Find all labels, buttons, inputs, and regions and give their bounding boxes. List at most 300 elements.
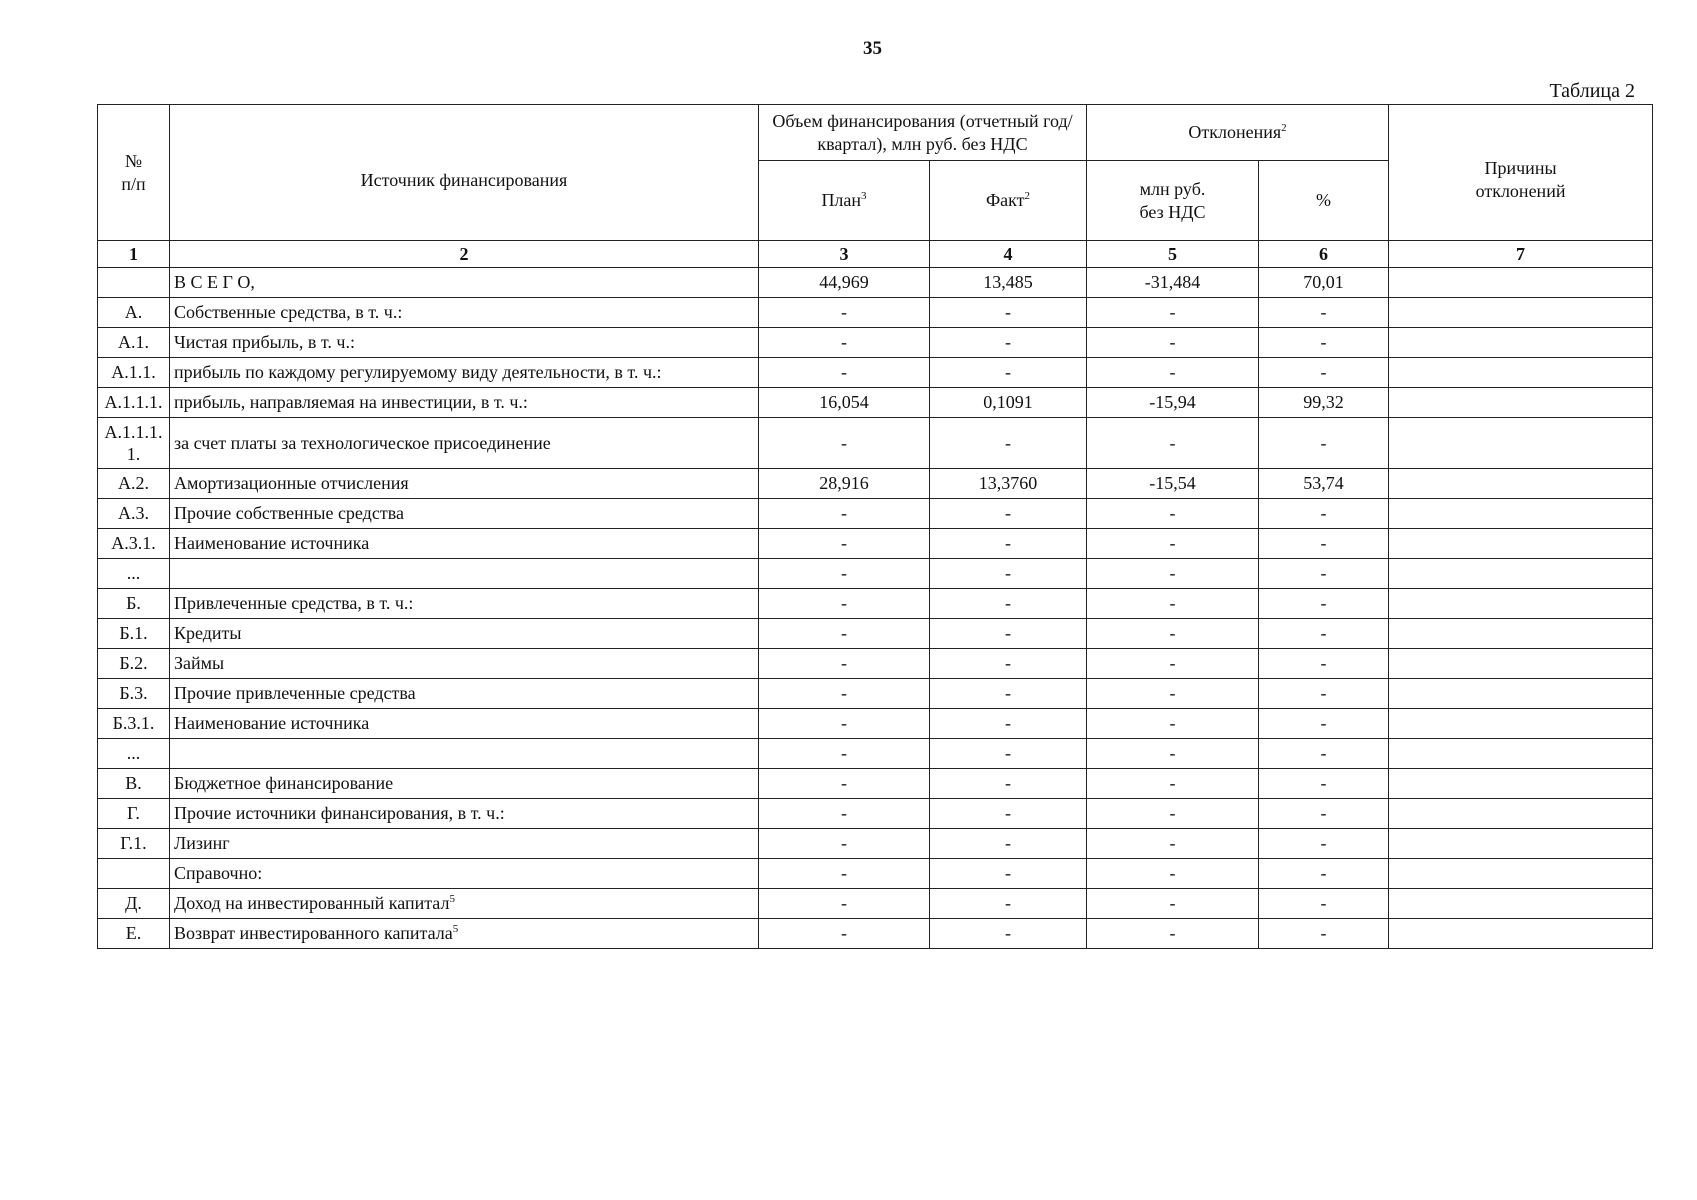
row-deviation-text: - — [1169, 863, 1176, 884]
table-row — [98, 769, 1653, 799]
row-percent-text: - — [1320, 833, 1327, 854]
row-fact — [930, 298, 1087, 328]
row-fact — [930, 388, 1087, 418]
row-source-text: В С Е Г О, — [174, 272, 255, 293]
row-source-footnote: 5 — [449, 893, 455, 906]
row-number — [98, 268, 170, 298]
header-number-sign: № — [124, 151, 143, 171]
row-number-text: ... — [126, 563, 141, 584]
row-number-text: ... — [126, 743, 141, 764]
row-fact — [930, 859, 1087, 889]
row-percent-text: 70,01 — [1303, 272, 1344, 293]
row-number — [98, 529, 170, 559]
row-number-text: Б.1. — [119, 623, 148, 644]
table-row — [98, 589, 1653, 619]
row-plan — [759, 919, 930, 949]
row-reason — [1389, 469, 1653, 499]
row-fact-text: - — [1005, 332, 1011, 353]
row-percent — [1259, 649, 1389, 679]
row-number-text: Б.2. — [119, 653, 148, 674]
row-plan — [759, 829, 930, 859]
table-row — [98, 469, 1653, 499]
table-row — [98, 799, 1653, 829]
row-fact — [930, 589, 1087, 619]
column-number: 6 — [1259, 241, 1389, 268]
row-number — [98, 739, 170, 769]
row-fact — [930, 499, 1087, 529]
row-fact-text: - — [1005, 773, 1011, 794]
row-percent-text: - — [1320, 863, 1327, 884]
row-source — [170, 649, 759, 679]
row-plan-text: - — [841, 893, 847, 914]
row-fact-text: - — [1005, 713, 1011, 734]
row-fact — [930, 769, 1087, 799]
row-source — [170, 388, 759, 418]
row-deviation-text: - — [1169, 833, 1176, 854]
table-row — [98, 268, 1653, 298]
row-source — [170, 889, 759, 919]
row-number-text: В. — [125, 773, 142, 794]
row-plan-text: - — [841, 533, 847, 554]
row-percent-text: - — [1320, 563, 1327, 584]
header-plan-label: План — [821, 190, 862, 211]
row-reason — [1389, 889, 1653, 919]
row-number-text: А.3. — [118, 503, 149, 524]
row-deviation — [1087, 469, 1259, 499]
table-row — [98, 679, 1653, 709]
header-number — [98, 105, 170, 241]
header-plan-footnote: 3 — [861, 190, 867, 203]
row-source-text: Возврат инвестированного капитала — [174, 923, 453, 944]
table-row — [98, 358, 1653, 388]
header-source: Источник финансирования — [170, 105, 759, 241]
row-plan — [759, 649, 930, 679]
row-percent-text: - — [1320, 683, 1327, 704]
row-number — [98, 358, 170, 388]
row-number-text: Г.1. — [120, 833, 147, 854]
row-percent-text: - — [1320, 773, 1327, 794]
row-deviation — [1087, 388, 1259, 418]
row-plan-text: - — [841, 332, 847, 353]
row-source-text: Чистая прибыль, в т. ч.: — [174, 332, 355, 353]
row-percent — [1259, 679, 1389, 709]
header-fact-footnote: 2 — [1024, 190, 1031, 203]
row-source — [170, 709, 759, 739]
row-source — [170, 619, 759, 649]
row-deviation-text: - — [1169, 803, 1176, 824]
row-percent — [1259, 298, 1389, 328]
row-reason — [1389, 829, 1653, 859]
row-deviation-text: - — [1169, 593, 1176, 614]
row-source-text: Справочно: — [174, 863, 263, 884]
row-source — [170, 829, 759, 859]
row-percent — [1259, 358, 1389, 388]
header-deviation — [1087, 105, 1389, 161]
row-number-text: А.1. — [118, 332, 149, 353]
row-percent-text: - — [1320, 302, 1327, 323]
row-plan — [759, 619, 930, 649]
row-percent — [1259, 559, 1389, 589]
row-deviation — [1087, 769, 1259, 799]
row-deviation-text: - — [1169, 683, 1176, 704]
row-percent-text: 53,74 — [1303, 473, 1344, 494]
row-number — [98, 298, 170, 328]
row-fact-text: - — [1005, 803, 1011, 824]
table-row — [98, 559, 1653, 589]
table-row — [98, 739, 1653, 769]
row-fact-text: - — [1005, 563, 1011, 584]
row-fact-text: - — [1005, 863, 1011, 884]
row-number — [98, 559, 170, 589]
row-source — [170, 919, 759, 949]
row-number — [98, 619, 170, 649]
row-number-text: Б.3. — [119, 683, 148, 704]
row-source-text: Прочие собственные средства — [174, 503, 404, 524]
row-source — [170, 298, 759, 328]
table-row — [98, 859, 1653, 889]
row-number-text: А.3.1. — [111, 533, 156, 554]
row-plan — [759, 739, 930, 769]
table-row — [98, 328, 1653, 358]
row-fact — [930, 418, 1087, 469]
table-row — [98, 709, 1653, 739]
row-plan-text: - — [841, 863, 847, 884]
row-percent — [1259, 328, 1389, 358]
row-reason — [1389, 388, 1653, 418]
financing-table — [97, 104, 1653, 949]
row-percent-text: - — [1320, 743, 1327, 764]
row-deviation-text: - — [1169, 713, 1176, 734]
row-source — [170, 769, 759, 799]
row-number-text: А.1.1. — [111, 362, 156, 383]
row-deviation-text: - — [1169, 743, 1176, 764]
row-plan-text: - — [841, 683, 847, 704]
row-percent-text: - — [1320, 923, 1327, 944]
row-fact-text: 0,1091 — [983, 392, 1033, 413]
row-percent-text: - — [1320, 893, 1327, 914]
row-source — [170, 589, 759, 619]
row-source — [170, 499, 759, 529]
row-percent — [1259, 529, 1389, 559]
row-number — [98, 649, 170, 679]
row-reason — [1389, 859, 1653, 889]
header-volume: Объем финансирования (отчетный год/квартал), млн руб. без НДС — [759, 105, 1087, 161]
row-plan — [759, 328, 930, 358]
row-source — [170, 799, 759, 829]
row-fact-text: - — [1005, 743, 1011, 764]
row-deviation — [1087, 889, 1259, 919]
row-plan-text: - — [841, 432, 847, 453]
row-plan-text: - — [841, 923, 847, 944]
row-deviation-text: - — [1169, 653, 1176, 674]
row-percent-text: - — [1320, 503, 1327, 524]
row-fact — [930, 619, 1087, 649]
row-fact — [930, 328, 1087, 358]
row-number — [98, 709, 170, 739]
row-deviation-text: - — [1169, 533, 1176, 554]
row-percent — [1259, 589, 1389, 619]
row-deviation-text: - — [1169, 362, 1176, 383]
row-plan-text: - — [841, 563, 847, 584]
row-deviation — [1087, 418, 1259, 469]
row-deviation — [1087, 298, 1259, 328]
column-number: 3 — [759, 241, 930, 268]
row-reason — [1389, 328, 1653, 358]
row-deviation-text: -15,54 — [1149, 473, 1196, 494]
row-percent — [1259, 619, 1389, 649]
row-source-text: прибыль, направляемая на инвестиции, в т. ч.: — [174, 392, 528, 413]
header-deviation-footnote: 2 — [1281, 122, 1287, 135]
row-deviation — [1087, 649, 1259, 679]
row-number-text: Б. — [126, 593, 141, 614]
row-reason — [1389, 418, 1653, 469]
row-deviation — [1087, 829, 1259, 859]
row-fact — [930, 829, 1087, 859]
row-source-text: Собственные средства, в т. ч.: — [174, 302, 403, 323]
row-plan — [759, 529, 930, 559]
row-number — [98, 469, 170, 499]
row-deviation — [1087, 559, 1259, 589]
row-number — [98, 328, 170, 358]
table-row — [98, 649, 1653, 679]
row-percent — [1259, 268, 1389, 298]
column-number: 5 — [1087, 241, 1259, 268]
row-percent — [1259, 499, 1389, 529]
row-source — [170, 739, 759, 769]
row-source-text: Амортизационные отчисления — [174, 473, 409, 494]
row-percent — [1259, 709, 1389, 739]
header-mln — [1087, 161, 1259, 241]
row-fact — [930, 469, 1087, 499]
row-plan-text: - — [841, 803, 847, 824]
column-numbers-row — [98, 241, 1653, 268]
row-reason — [1389, 298, 1653, 328]
row-number — [98, 499, 170, 529]
row-plan — [759, 499, 930, 529]
row-percent — [1259, 469, 1389, 499]
row-fact — [930, 529, 1087, 559]
row-percent-text: - — [1320, 432, 1327, 453]
row-percent-text: - — [1320, 653, 1327, 674]
header-reasons — [1389, 105, 1653, 241]
row-fact-text: - — [1005, 362, 1011, 383]
row-number — [98, 799, 170, 829]
row-plan-text: 44,969 — [819, 272, 869, 293]
row-fact — [930, 268, 1087, 298]
row-percent — [1259, 799, 1389, 829]
row-fact-text: - — [1005, 503, 1011, 524]
row-fact — [930, 739, 1087, 769]
row-deviation — [1087, 529, 1259, 559]
row-reason — [1389, 919, 1653, 949]
row-fact-text: - — [1005, 923, 1011, 944]
row-fact-text: - — [1005, 302, 1011, 323]
column-number: 4 — [930, 241, 1087, 268]
row-number-text: Г. — [127, 803, 140, 824]
row-fact-text: 13,3760 — [978, 473, 1038, 494]
row-deviation — [1087, 919, 1259, 949]
row-percent — [1259, 829, 1389, 859]
row-deviation — [1087, 739, 1259, 769]
row-plan-text: - — [841, 362, 847, 383]
row-fact — [930, 679, 1087, 709]
header-plan — [759, 161, 930, 241]
row-reason — [1389, 799, 1653, 829]
row-percent — [1259, 919, 1389, 949]
row-source-text: Бюджетное финансирование — [174, 773, 394, 794]
row-plan — [759, 859, 930, 889]
table-row — [98, 298, 1653, 328]
row-reason — [1389, 649, 1653, 679]
row-number — [98, 418, 170, 469]
row-source-text: за счет платы за технологическое присоединение — [174, 432, 551, 453]
table-row — [98, 499, 1653, 529]
row-fact — [930, 649, 1087, 679]
row-deviation-text: - — [1169, 332, 1176, 353]
row-fact-text: - — [1005, 593, 1011, 614]
table-row — [98, 919, 1653, 949]
row-fact-text: - — [1005, 623, 1011, 644]
row-deviation — [1087, 358, 1259, 388]
header-number-pp: п/п — [121, 173, 146, 194]
row-number — [98, 769, 170, 799]
row-percent — [1259, 859, 1389, 889]
header-mln-line1: млн руб. — [1139, 179, 1206, 199]
row-source-text: Прочие привлеченные средства — [174, 683, 416, 704]
header-reasons-line2: отклонений — [1475, 180, 1566, 201]
row-plan-text: - — [841, 653, 847, 674]
row-plan-text: - — [841, 713, 847, 734]
row-plan-text: 28,916 — [819, 473, 869, 494]
row-percent-text: - — [1320, 713, 1327, 734]
table-row — [98, 529, 1653, 559]
row-deviation-text: - — [1169, 623, 1176, 644]
row-source-text: прибыль по каждому регулируемому виду деятельности, в т. ч.: — [174, 362, 662, 383]
header-reasons-line1: Причины — [1484, 158, 1557, 178]
row-deviation-text: - — [1169, 773, 1176, 794]
row-number-text: Б.3.1. — [112, 713, 155, 734]
row-source-text: Наименование источника — [174, 533, 370, 554]
row-plan — [759, 799, 930, 829]
row-source-footnote: 5 — [452, 923, 459, 936]
row-percent-text: - — [1320, 803, 1327, 824]
row-plan-text: - — [841, 623, 847, 644]
row-percent — [1259, 739, 1389, 769]
row-number-text: А. — [124, 302, 143, 323]
row-source — [170, 268, 759, 298]
row-plan — [759, 268, 930, 298]
row-fact — [930, 358, 1087, 388]
row-deviation-text: - — [1169, 923, 1176, 944]
row-plan-text: - — [841, 773, 847, 794]
row-plan — [759, 469, 930, 499]
row-source-text: Прочие источники финансирования, в т. ч.: — [174, 803, 505, 824]
row-number — [98, 889, 170, 919]
row-reason — [1389, 709, 1653, 739]
row-number-text: Д. — [125, 893, 142, 914]
row-fact — [930, 919, 1087, 949]
column-number: 1 — [98, 241, 170, 268]
row-deviation-text: -31,484 — [1144, 272, 1201, 293]
row-percent — [1259, 388, 1389, 418]
row-deviation — [1087, 619, 1259, 649]
row-deviation — [1087, 799, 1259, 829]
table-row — [98, 889, 1653, 919]
row-deviation — [1087, 589, 1259, 619]
row-deviation — [1087, 328, 1259, 358]
row-plan-text: - — [841, 503, 847, 524]
row-source-text: Доход на инвестированный капитал — [174, 893, 450, 914]
row-percent — [1259, 889, 1389, 919]
row-fact — [930, 709, 1087, 739]
row-number — [98, 919, 170, 949]
row-number-text: А.1.1.1. 1. — [104, 421, 163, 464]
row-reason — [1389, 529, 1653, 559]
row-number — [98, 859, 170, 889]
row-percent-text: - — [1320, 533, 1327, 554]
row-reason — [1389, 268, 1653, 298]
row-source — [170, 358, 759, 388]
row-reason — [1389, 619, 1653, 649]
row-number — [98, 679, 170, 709]
row-reason — [1389, 358, 1653, 388]
row-percent-text: 99,32 — [1303, 392, 1344, 413]
row-plan — [759, 889, 930, 919]
row-percent-text: - — [1320, 623, 1327, 644]
header-mln-line2: без НДС — [1139, 201, 1206, 222]
row-source — [170, 679, 759, 709]
row-deviation-text: - — [1169, 432, 1176, 453]
row-deviation — [1087, 859, 1259, 889]
row-plan-text: - — [841, 302, 847, 323]
row-deviation-text: - — [1169, 563, 1176, 584]
row-fact-text: 13,485 — [983, 272, 1033, 293]
row-fact-text: - — [1005, 432, 1011, 453]
row-plan — [759, 388, 930, 418]
row-percent — [1259, 769, 1389, 799]
row-plan — [759, 358, 930, 388]
row-source-text: Наименование источника — [174, 713, 370, 734]
row-fact — [930, 559, 1087, 589]
header-percent: % — [1259, 161, 1389, 241]
column-number: 7 — [1389, 241, 1653, 268]
row-plan-text: - — [841, 593, 847, 614]
row-deviation — [1087, 499, 1259, 529]
table-row — [98, 829, 1653, 859]
row-deviation — [1087, 709, 1259, 739]
row-number-text: Е. — [125, 923, 142, 944]
row-deviation-text: - — [1169, 503, 1176, 524]
row-source — [170, 529, 759, 559]
row-plan — [759, 709, 930, 739]
row-plan — [759, 418, 930, 469]
row-plan — [759, 559, 930, 589]
row-number — [98, 388, 170, 418]
row-source — [170, 859, 759, 889]
header-fact-label: Факт — [985, 190, 1025, 211]
row-reason — [1389, 589, 1653, 619]
table-caption: Таблица 2 — [1549, 80, 1635, 102]
row-percent — [1259, 418, 1389, 469]
row-reason — [1389, 739, 1653, 769]
row-fact — [930, 889, 1087, 919]
row-source — [170, 328, 759, 358]
page-number: 35 — [863, 38, 882, 59]
row-source-text: Займы — [174, 653, 225, 674]
row-reason — [1389, 769, 1653, 799]
row-plan-text: 16,054 — [819, 392, 869, 413]
header-fact — [930, 161, 1087, 241]
